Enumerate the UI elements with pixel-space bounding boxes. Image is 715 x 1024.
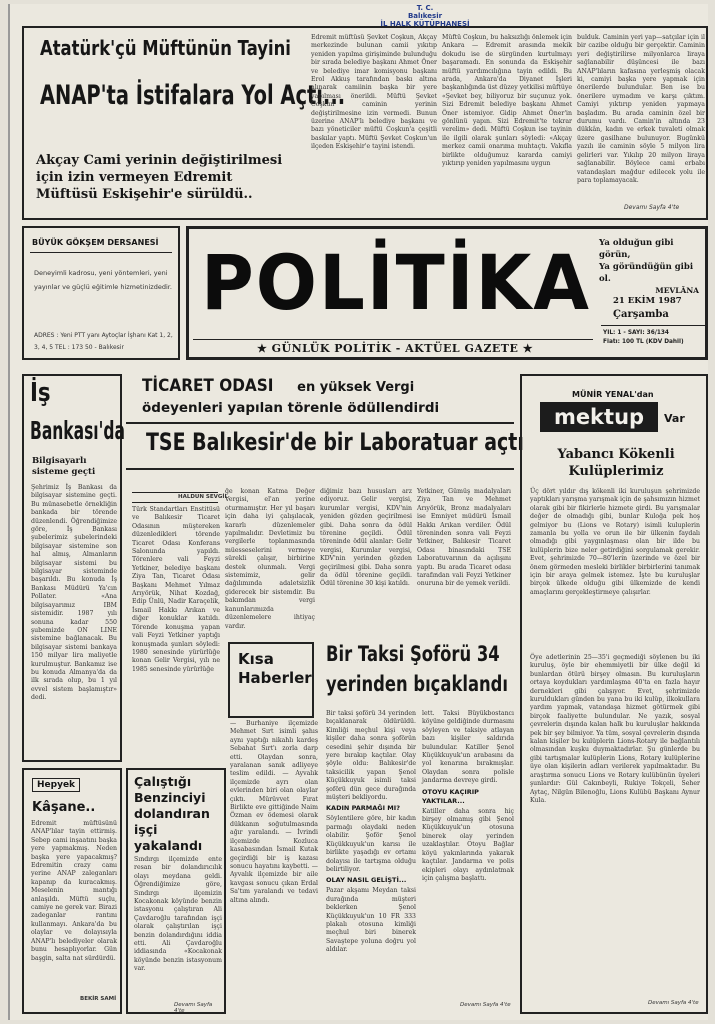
kisa-haberler-frame (228, 642, 314, 718)
masthead-quote (599, 237, 703, 297)
kisa-title-2: Haberler (238, 669, 312, 687)
masthead-date-block (613, 295, 705, 321)
taksi-col1-text: Bir taksi şoförü 34 yerinden bıçaklanarak öldürüldü. Kimliği meçhul kişi veya kişiler daha sonra şoförün cesedini şehir dışında bir yere bırakıp kaçtılar. Olay şöyle oldu: Balıkesir'de taksicilik yapan Şenol Küçükkuyuk isimli taksi şoförü dün gece durağında müşteri bekliyordu. (326, 710, 416, 802)
mektup-logo: mektup (540, 402, 658, 432)
mektup-body-2: Öye adetlerinin 25—35'i geçmediği söylenen bu iki kuruluş, öyle bir ehemmiyetli bir ülke değil ki bunlardan ötürü birşey olmasın. Bu kuruluşların ortaya koydukları yardımlaşma 40'ta en fazla hayır dernekleri gibi çalışıyor. Evet, şehrimizde kuruldukları günden bu yana bu iki kulüp, ilkokullara yardım yapmak, vatandaşa hizmet götürmek gibi birçok faaliyette bulundular. Ne yazık, sosyal çevrelerin dışında kalan halk bu kuruluşlar hakkında pek bir şey bilmiyor. Ya tüm, sosyal çevrelerin dışında kalan kişiler bu kulüplerin Lions-Rotary ile bağlantılı olmasından kuşku duymaktadırlar. Şu günlerde bu gibi tartışmalar kulüplerin Lions, Rotary kulüplerine üye olan kişilerin adları verilerek yapılmaktadır. Bu araştırma sonucu Lions ve Rotary kulübünün üyeleri şunlardır: Gül Cakınbeyli, Rukiye Tokçeli, Seher Aytaç, Nilgün Bilenoğlu, Lions Kulübü Başkanı Aynur Kula. (530, 654, 700, 804)
masthead-date: 21 EKİM 1987 (613, 296, 682, 306)
stamp-line1: Balıkesir (407, 12, 443, 20)
benzinci-headline: Çalıştığı Benzinciyi dolandıran işçi yakalandı (134, 774, 210, 853)
ad-divider (30, 252, 172, 253)
masthead-weekday: Çarşamba (613, 309, 669, 320)
stamp-line2: İL HALK KÜTÜPHANESİ (380, 20, 470, 28)
taksi-col2-text: lett. Taksi Büyükbostancı köyüne geldiğinde durmasını söyleyen ve taksiye atlayan bazı kişiler saldırıda bulundular. Katiller Şenol Küçükkuyuk'un arabasını da yol kenarına bırakmışlar. Olaydan sonra polisle jandarma devreye girdi. (422, 710, 514, 785)
is-bankasi-story (22, 374, 125, 762)
is-bankasi-body: Şehrimiz İş Bankası da bilgisayar sistemine geçti. Bu münasebetle örnekliğin bankada bir törende düzenlendi. Öğrendiğimize göre, İş Bankası şubelerimiz şubelerindeki bilgisayar sistemine son hal almış, Almanların bilgisayar sistemi bu bilgisayar sisteminde başarıldı. Bu konuda İş Bankası Müdürü Ya'cın Pollater. «Ana bilgisayarımız IBM sistemidir. 1987 yılı sonuna kadar 550 şubemizde ON LINE sistemine bağlanacak. Bu bilgisayar sistemi bankaya 150 milyar lira maliyetle kurulmuştur. Bankamız ise bu konuda Almanya'da da ilk sırada olup, bu 1 yıl evvel sistem başlamıştır» dedi. (31, 484, 117, 702)
kisa-title-1: Kısa (238, 650, 274, 668)
ticaret-column-4: Yetkiner, Gümüş madalyaları Ziya Tan ve Mehmet Arıyörük, Bronz madalyaları ise Emniyet müdürü İsmail Hakkı Arıkan verdiler. Ödül töreninden sonra vali Feyzi Yetkiner, Balıkesir Ticaret Odası binasındaki TSE Laboratuvarının da açılışını yaptı. Bu arada Ticaret odası tarafından vali Feyzi Yetkiner onuruna bir de yemek verildi. (417, 488, 511, 588)
lead-column-1: Edremit müftüsü Şevket Coşkun, Akçay merkezinde bulunan camii yıkıtıp yeniden yapılma girişiminde bulunduğu bir sırada belediye başkanı Ahmet Öner ve belediye imar komisyonu başkanı Erol Akkuş tarafından baskı altına alınarak camiinin başka bir yere yapılması önerildi. Müftü Şevket Coşkun caminin yerinin değiştirilmesine izin vermedi. Bunun üzerine ANAP'lı belediye başkanı ve bazı yöneticiler müftü Coşkun'a çeşitli baskılar yaptı. Müftü Şevket Coşkun'un ilçeden Eskişehir'e tayini istendi. (311, 34, 437, 151)
ad-title: BÜYÜK GÖKŞEM DERSANESİ (32, 238, 159, 247)
masthead-title: POLİTİKA (200, 238, 592, 328)
ticaret-column-3: diğimiz bazı hususları arz ediyoruz. Gelir vergisi, kurumlar vergisi, KDV'nin yeniden gözden geçirilmesi gibi. Daha sonra da ödül törenine geçildi. Ödül töreninde ödül alanlar: Gelir vergisi, Kurumlar vergisi, KDV'nin yerinden gözden geçirilmesi gibi. Daha sonra da ödül törenine geçildi. Ödül törenine 30 kişi katıldı. (320, 488, 412, 588)
kisa-haberler-title (238, 650, 312, 688)
ticaret-column-2: ğe konan Katma Değer Vergisi, el'an yerine oturmamıştır. Her yıl başarı için daha iyi çalışılacak, kararlı düzenlemeler yapılmalıdır. Devletimiz bu vergilerle toplanmasında müesseselerini vermeye sürekli çalışır, birbirine destek olunmalı. Vergi sistemimiz, gelir dağılımında adaletsizlik giderecek bir sistemdir. Bu bakımdan vergi kanunlarımızda düzenlemelere ihtiyaç vardır. (225, 488, 315, 630)
kisa-haberler-body: — Burhaniye ilçemizde Mehmet Sırt isimli şahıs aynı yaptığı nikahlı kardeş Sebahat Sırt'ı zorla darp etti. Olaydan sonra, yaralanan sanık adliyeye teslim edildi. — Ayvalık ilçemizde ayrı olan evlerinden biri olan olaylar çıktı. Mürüvvet Fırat Birlikte eve gittiğinde Naim Özman ev ödemesi olarak dükkanın soğutulmasında ağır yaralandı. — İvrindi ilçemizde Kozluca kasabasından İsmail Kutak geçirdiği bir iş kazası sonucu hayatını kaybetti. — Ayvalık ilçemizde bir aile kavgası sonucu çıkan Erdal Sa'tım yaralandı ve tedavi altına alındı. (230, 720, 318, 904)
masthead-issue: YIL: 1 - SAYI: 36/134 (603, 330, 669, 336)
is-bankasi-title-2: Bankası'da (30, 416, 125, 445)
benzinci-continued: Devamı Sayfa 4'te (174, 1002, 213, 1014)
quote-author: MEVLÂNA (655, 286, 699, 295)
lead-headline-1: Atatürk'çü Müftünün Tayini (40, 36, 291, 60)
mektup-title-2: Kulüplerimiz (568, 464, 664, 479)
benzinci-story (126, 768, 226, 1014)
masthead-divider (601, 325, 705, 326)
is-bankasi-subtitle: Bilgisayarlı sisteme geçti (32, 456, 96, 477)
taksi-column-2 (422, 710, 514, 996)
taksi-col1b-text: Söylentilere göre, bir kadın parmağı olaydaki neden olabilir. Şoför Şenol Küçükkuyuk'un karısı ile birlikte yaşadığı ev ortamı dolayısı ile tartışma olduğu belirtiliyor. (326, 815, 416, 873)
masthead-price: Fiatı: 100 TL (KDV Dahil) (603, 339, 684, 345)
masthead-tagline: ★ GÜNLÜK POLİTİK - AKTÜEL GAZETE ★ (256, 342, 534, 355)
hepyek-title: Kâşane.. (32, 800, 96, 815)
mektup-title (532, 446, 700, 480)
byline-rule (132, 492, 218, 493)
ad-body: Deneyimli kadrosu, yeni yöntemleri, yeni yayınlar ve güçlü eğitimle hizmetinizdedir. (34, 269, 172, 291)
ticaret-column-1: Türk Standartları Enstitüsü ve Balıkesir Ticaret Odasının müştereken düzenledikleri törende Ticaret Odası Konferans Salonunda yapıldı. Törenlere vali Feyzi Yetkiner, belediye başkanı Ziya Tan, Ticaret Odası Başkanı Mehmet Yılmaz Arıyörük, Nihat Kozdağ, Edip Ünlü, Nadir Karaçelik, İsmail Hakkı Arıkan ve diğer konuklar katıldı. Törende konuşma yapan vali Feyzi Yetkiner yaptığı konuşmada şunları söyledi: 1980 senesinde yürürlüğe konan Gelir Vergisi, yılı ne 1985 senesinde yürürlüğe (132, 506, 220, 673)
lead-deck: Akçay Cami yerinin değiştirilmesi için izin vermeyen Edremit Müftüsü Eskişehir'e sürüldü.. (36, 153, 283, 202)
masthead-issue-block (603, 329, 684, 347)
taksi-continued: Devamı Sayfa 4'te (460, 1002, 511, 1008)
taksi-subhead-3: OTOYU KAÇIRIP YAKTILAR... (422, 787, 479, 805)
lead-continued: Devamı Sayfa 4'te (624, 204, 680, 211)
dersane-ad (22, 226, 180, 360)
byline-rule-2 (132, 502, 218, 503)
taksi-story (322, 640, 518, 1018)
hepyek-column (22, 768, 122, 1014)
newspaper-page (8, 4, 708, 1020)
benzinci-body: Sındırgı ilçemizde ente resan bir dolandırıcılık olayı meydana geldi. Öğrendiğimize göre, Sındırgı ilçemizin Kocakonak köyünde benzin istasyonu çalıştıran Ali Çavdaroğlu tarafından işçi olarak çalıştırılan işçi benzin dolandırdığını iddia etti. Ali Çavdaroğlu iddiasında «Kocakonak köyünde benzin istasyonum var. (134, 856, 222, 973)
is-bankasi-title-1: İş (30, 378, 51, 408)
masthead (186, 226, 708, 360)
ticaret-byline: HALDUN SEVGİL (178, 494, 228, 500)
tagline-rule (193, 339, 593, 340)
lead-column-3: bulduk. Caminin yeri yap—satçılar için il bir cazibe olduğu bir gerçektir. Caminin yeri değiştirilirse milyonlarca liraya sağlanabilir düşüncesi ile bazı ANAP'lıların kafasına yerleşmiş olacak ki, camiyi başka yere yapmak için önerilerde bulundular. Ben ise bu önerilere uymadım ve karşı çıktım. Camiyi yıktırıp yeniden yapmaya başladım. Bu arada caminin özel bir durumu vardı. Camin'in altında 23 dükkân, kadın ve erkek tuvaleti olmak üzere gasilhane bulunuyor. Bugünkü yazılı ile caminin söyle 5 milyon lira gelirleri var. Yıkılıp 20 milyon liraya sağlanabilir. Böylece cami erbabı vatandaşları mağdur edilecek yolu ile para toplamayacak. (577, 34, 705, 184)
taksi-subhead-1: KADIN PARMAĞI MI? (326, 804, 400, 813)
mektup-var: Var (664, 412, 685, 425)
stamp-tc: T. C. (416, 4, 434, 12)
lead-column-2: Müftü Coşkun, bu haksızlığı önlemek için Ankara — Edremit arasında mekik dokudu ise de sürgünden kurtulmayı başaramadı. En sonunda da Eskişehir müftü yardımcılığına tayin edildi. Bu arada, Ankara'da Diyanet İşleri başkanlığında üst düzey yetkilisi müftüye «Şevket bey, biliyoruz bir suçunuz yok. Sizi Edremit belediye başkanı Ahmet Öner istemiyor. Gidip Ahmet Öner'in gönlünü yapın. Sizi Edremit'te tekrar verelim» dedi. Müftü Coşkun ise tayinin ile ilgili olarak şunları söyledi: «Akçay merkez camii onarıma muhtaçtı. Vakıfla birlikte olduğumuz kararda camiyi yıktırıp yeniden yapılmasını uygun (442, 34, 572, 168)
taksi-headline-2: yerinden bıçaklandı (326, 672, 509, 696)
lead-story (22, 26, 708, 220)
mektup-title-1: Yabancı Kökenli (557, 447, 675, 462)
mektup-author: MÜNİR YENAL'dan (572, 390, 654, 399)
taksi-col1c-text: Pazar akşamı Meydan taksi durağında müşteri beklerken Şenol Küçükkuyuk'un 10 FR 333 plakalı otosuna kimliği meçhul biri binerek Savaştepe yoluna doğru yol aldılar. (326, 887, 416, 954)
ad-address: ADRES : Yeni PTT yanı Aytoçlar İşhanı Kat 1, 2, 3, 4, 5 TEL : 173 50 - Balıkesir (34, 332, 173, 351)
mektup-column (520, 374, 708, 1014)
quote-line-2: Ya göründüğün gibi ol. (599, 262, 694, 284)
taksi-column-1 (326, 710, 416, 1008)
mektup-continued: Devamı Sayfa 4'te (648, 1000, 699, 1006)
hepyek-label: Hepyek (32, 778, 80, 792)
quote-line-1: Ya olduğun gibi görün, (599, 238, 674, 260)
hepyek-author: BEKİR SAMİ (80, 996, 117, 1002)
ticaret-rule-top (126, 422, 514, 424)
lead-headline-2: ANAP'ta İstifalara Yol Açtı... (40, 80, 346, 111)
mektup-body-1: Üç dört yıldır dış kökenli iki kuruluşun şehrimizde yaptıkları yarışma yarışmak için de şahsımızın hizmet olarak gibi bir fikirlerle hizmete girdi. Bu yarışmalar değer de olmadığı gibi, bunlar Kuloğa pek hoş gelmiyor bu (Lions ve Rotary) isimli kuluplerin zamanla bu yolla ve orun ile bir ülkenin faydalı olmadığı gibi yaygınlaşması olan bir ilde bu kulüplerin bize neler getirdiğini sorgulamak gerekir. Evet, şehrimizde 70—80'lerin üzerinde ve özel bir önem görmeden mesleki birlikler birbirlerini tanımak için bir araya gelmek istemez. İşte bu kuruluşlar birçok ülkede olduğu gibi ülkemizde de kendi amaçlarını gerçekleştirmeye çalışırlar. (530, 488, 700, 596)
ticaret-kicker-line (142, 376, 414, 396)
taksi-col2b-text: Katiller daha sonra hiç birşey olmamış gibi Şenol Küçükkuyuk'un otosuna binerek olay yerinden uzaklaştılar. Otoyu Bağlar köyü yakınlarında yakarak kaçtılar. Jandarma ve polis ekipleri olayı aydınlatmak için çalışma başlattı. (422, 807, 514, 882)
ticaret-kicker-a: TİCARET ODASI (142, 376, 274, 396)
ticaret-kicker-c: ödeyenleri yapılan törenle ödüllendirdi (142, 400, 440, 416)
hepyek-body: Edremit müftüsünü ANAP'lılar tayin ettirmiş. Sebep cami inşaatını başka yere yapmakmış. Neden başka yere yapacakmış? Edremitin crazy camı yerine ANAP zaleganları kapanıp da kuracakmış. Meselenin mantığı anlaşıldı. Müftü suçlu, camiye ne gerek var. Birazi zadeganlar rantını kullanmayı. Ankara'da bu olaylar ve dolayısıyla ANAP'lı belediyeler olarak bunu hesaplıyorlar. Gün başgin, salta nat sürdürdü. (31, 820, 117, 962)
ticaret-headline: TSE Balıkesir'de bir Laboratuar açtı (146, 428, 524, 456)
ticaret-kicker-b: en yüksek Vergi (297, 380, 415, 395)
taksi-subhead-2: OLAY NASIL GELİŞTİ... (326, 876, 407, 885)
taksi-headline-1: Bir Taksi Şoförü 34 (326, 642, 500, 666)
ticaret-rule-bottom (126, 468, 514, 470)
